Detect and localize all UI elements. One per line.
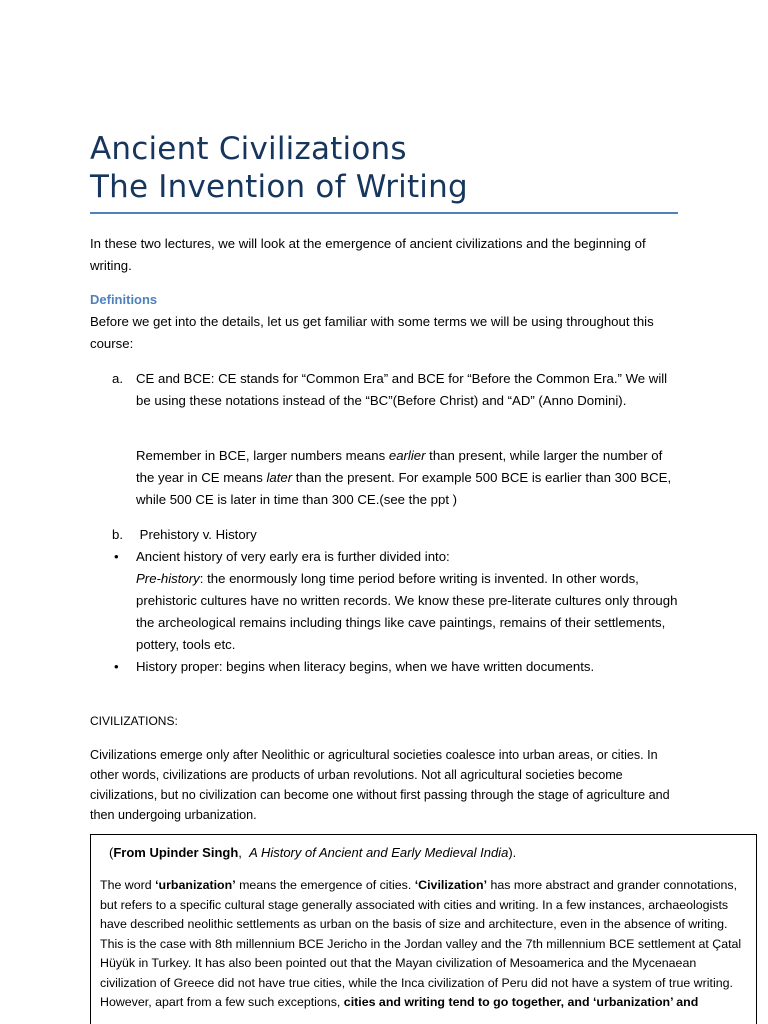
definitions-heading: Definitions	[90, 292, 158, 307]
title-line-2: The Invention of Writing	[90, 169, 468, 205]
remember-text-2: than present, while larger the number of the year in CE means	[136, 448, 663, 485]
list-item-a	[112, 368, 682, 412]
quote-author: From Upinder Singh	[113, 845, 239, 860]
remember-later: later	[266, 470, 293, 485]
bullet-first-line: Ancient history of very early era is further divided into:	[136, 549, 450, 564]
quote-urbanization: ‘urbanization’	[155, 878, 236, 892]
quote-open-paren: (	[109, 845, 114, 860]
prehistory-text: : the enormously long time period before writing is invented. In other words, prehistoric cultures have no written records. We know these pre-literate cultures only through the archeological remains including things like cave paintings, remains of their settlements, pottery, tools etc.	[136, 571, 678, 652]
bullet-list	[112, 546, 682, 678]
remember-earlier: earlier	[388, 448, 426, 463]
bullet-history-proper: History proper: begins when literacy begins, when we have written documents.	[136, 659, 595, 674]
civilizations-heading: CIVILIZATIONS:	[90, 714, 178, 728]
remember-paragraph	[136, 445, 682, 511]
title-line-1: Ancient Civilizations	[90, 131, 407, 167]
quote-civilization: ‘Civilization’	[414, 878, 488, 892]
prehistory-term: Pre-history	[136, 571, 200, 586]
page-title	[90, 130, 690, 206]
quote-text-3: has more abstract and grander connotations, but refers to a specific cultural stage generally associated with cities and writing. In a few instances, archaeologists have described neolithic settlements as urban on the basis of size and architecture, even in the absence of writing. This is the case with 8th millennium BCE Jericho in the Jordan valley and the 7th millennium BCE settlement at Çatal Hüyük in Turkey. It has also been pointed out that the Mayan civilization of Mesoamerica and the Mycenaean civilization of Greece did not have true cities, while the Inca civilization of Peru did not have a system of true writing. However, apart from a few such exceptions,	[100, 878, 742, 1009]
title-divider	[90, 212, 678, 214]
intro-paragraph: In these two lectures, we will look at the emergence of ancient civilizations and the beginning of writing.	[90, 236, 646, 273]
quote-close-paren: ).	[508, 845, 517, 860]
quote-text-1: The word	[100, 878, 156, 892]
list-item	[112, 656, 682, 678]
quote-book-title: A History of Ancient and Early Medieval India	[249, 845, 509, 860]
list-item-b	[112, 524, 682, 546]
civilizations-paragraph: Civilizations emerge only after Neolithic or agricultural societies coalesce into urban areas, or cities. In other words, civilizations are products of urban revolutions. Not all agricultural societies become civilizations, but no civilization can become one without first passing through the stage of agriculture and then undergoing urbanization.	[90, 748, 670, 822]
quote-bold-end: cities and writing tend to go together, and ‘urbanization’ and	[343, 995, 699, 1009]
definitions-intro: Before we get into the details, let us get familiar with some terms we will be using throughout this course:	[90, 314, 654, 351]
quote-comma: ,	[238, 845, 250, 860]
list-item-b-text: Prehistory v. History	[136, 527, 257, 542]
list-marker-a: a.	[112, 371, 123, 386]
list-item-a-text: CE and BCE: CE stands for “Common Era” and BCE for “Before the Common Era.” We will be using these notations instead of the “BC”(Before Christ) and “AD” (Anno Domini).	[136, 371, 668, 408]
quote-box	[90, 834, 757, 1024]
list-item	[112, 546, 682, 656]
bullet-icon: •	[114, 659, 119, 674]
quote-source	[109, 843, 516, 863]
remember-text-3: than the present. For example 500 BCE is earlier than 300 BCE, while 500 CE is later in time than 300 CE.(see the ppt )	[136, 470, 672, 507]
quote-text-2: means the emergence of cities.	[235, 878, 415, 892]
list-marker-b: b.	[112, 527, 123, 542]
quote-text	[100, 876, 748, 1013]
remember-text-1: Remember in BCE, larger numbers means	[136, 448, 389, 463]
bullet-icon: •	[114, 549, 119, 564]
